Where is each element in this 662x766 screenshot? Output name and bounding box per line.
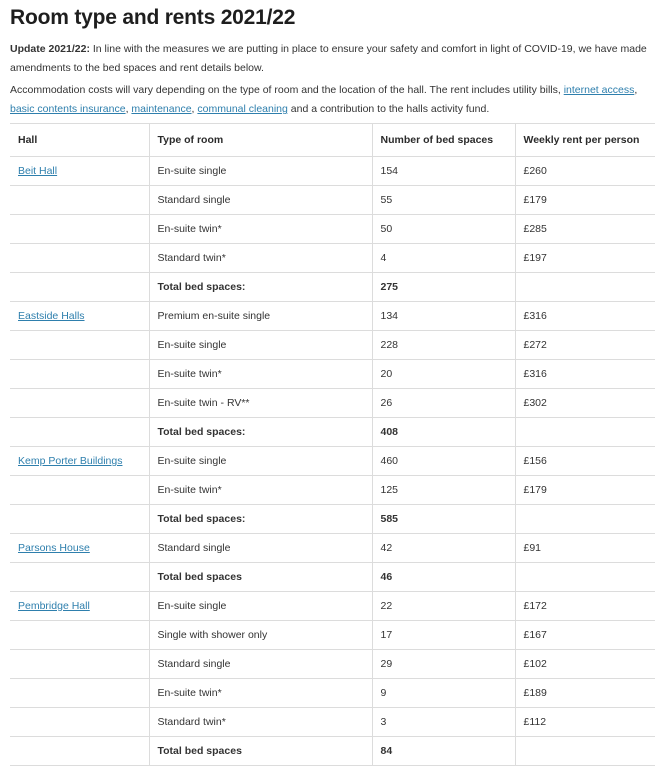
hall-link[interactable]: Beit Hall <box>18 165 58 177</box>
bed-spaces-cell: 408 <box>372 418 515 447</box>
weekly-rent-cell: £316 <box>515 360 655 389</box>
weekly-rent-cell: £179 <box>515 476 655 505</box>
room-type-cell: Total bed spaces: <box>149 505 372 534</box>
table-row <box>10 737 655 766</box>
hall-cell <box>10 360 149 389</box>
bed-spaces-cell: 154 <box>372 157 515 186</box>
communal-cleaning-link[interactable]: communal cleaning <box>197 103 288 115</box>
room-type-cell: Single with shower only <box>149 621 372 650</box>
table-row <box>10 621 655 650</box>
hall-cell <box>10 186 149 215</box>
hall-cell <box>10 273 149 302</box>
weekly-rent-cell: £91 <box>515 534 655 563</box>
page-title: Room type and rents 2021/22 <box>10 6 296 29</box>
hall-cell <box>10 737 149 766</box>
room-type-cell: Total bed spaces <box>149 563 372 592</box>
room-type-cell: En-suite twin* <box>149 215 372 244</box>
weekly-rent-cell <box>515 563 655 592</box>
hall-cell <box>10 157 149 186</box>
maintenance-link[interactable]: maintenance <box>131 103 192 115</box>
hall-cell <box>10 650 149 679</box>
bed-spaces-cell: 17 <box>372 621 515 650</box>
room-type-cell: En-suite twin* <box>149 679 372 708</box>
bed-spaces-cell: 50 <box>372 215 515 244</box>
weekly-rent-cell: £167 <box>515 621 655 650</box>
table-row <box>10 447 655 476</box>
separator-1: , <box>634 84 638 96</box>
separator-3: , <box>191 103 198 115</box>
weekly-rent-cell: £179 <box>515 186 655 215</box>
column-header-bed-spaces: Number of bed spaces <box>372 124 515 157</box>
room-type-cell: En-suite single <box>149 592 372 621</box>
weekly-rent-cell: £302 <box>515 389 655 418</box>
hall-cell <box>10 389 149 418</box>
room-type-cell: Standard single <box>149 534 372 563</box>
bed-spaces-cell: 84 <box>372 737 515 766</box>
description-paragraph <box>10 81 655 119</box>
bed-spaces-cell: 228 <box>372 331 515 360</box>
weekly-rent-cell <box>515 418 655 447</box>
description-text-2: and a contribution to the halls activity fund. <box>287 103 490 115</box>
table-row <box>10 331 655 360</box>
bed-spaces-cell: 4 <box>372 244 515 273</box>
weekly-rent-cell: £112 <box>515 708 655 737</box>
room-type-cell: Standard twin* <box>149 708 372 737</box>
table-row <box>10 505 655 534</box>
room-type-cell: En-suite twin* <box>149 360 372 389</box>
room-type-cell: Standard single <box>149 650 372 679</box>
hall-link[interactable]: Parsons House <box>18 542 90 554</box>
bed-spaces-cell: 29 <box>372 650 515 679</box>
weekly-rent-cell: £156 <box>515 447 655 476</box>
room-type-cell: Total bed spaces <box>149 737 372 766</box>
hall-cell <box>10 505 149 534</box>
hall-cell <box>10 215 149 244</box>
weekly-rent-cell <box>515 505 655 534</box>
room-type-cell: En-suite single <box>149 447 372 476</box>
hall-link[interactable]: Pembridge Hall <box>18 600 90 612</box>
table-row <box>10 157 655 186</box>
weekly-rent-cell <box>515 273 655 302</box>
weekly-rent-cell <box>515 737 655 766</box>
table-row <box>10 302 655 331</box>
table-row <box>10 679 655 708</box>
hall-cell <box>10 592 149 621</box>
bed-spaces-cell: 42 <box>372 534 515 563</box>
weekly-rent-cell: £172 <box>515 592 655 621</box>
room-type-cell: Standard twin* <box>149 244 372 273</box>
table-row <box>10 273 655 302</box>
room-type-cell: Total bed spaces: <box>149 273 372 302</box>
room-type-cell: Standard single <box>149 186 372 215</box>
bed-spaces-cell: 20 <box>372 360 515 389</box>
weekly-rent-cell: £102 <box>515 650 655 679</box>
update-label: Update 2021/22: <box>10 43 90 55</box>
hall-cell <box>10 679 149 708</box>
weekly-rent-cell: £260 <box>515 157 655 186</box>
hall-cell <box>10 563 149 592</box>
table-row <box>10 650 655 679</box>
table-row <box>10 563 655 592</box>
column-header-hall: Hall <box>10 124 149 157</box>
room-type-cell: Total bed spaces: <box>149 418 372 447</box>
hall-cell <box>10 534 149 563</box>
rents-table-body <box>10 157 655 766</box>
bed-spaces-cell: 125 <box>372 476 515 505</box>
table-row <box>10 186 655 215</box>
table-row <box>10 708 655 737</box>
table-row <box>10 215 655 244</box>
bed-spaces-cell: 26 <box>372 389 515 418</box>
table-row <box>10 418 655 447</box>
weekly-rent-cell: £197 <box>515 244 655 273</box>
description-text-1: Accommodation costs will vary depending on the type of room and the location of the hall. The rent includes utility bills, <box>10 84 564 96</box>
room-type-cell: En-suite twin* <box>149 476 372 505</box>
bed-spaces-cell: 9 <box>372 679 515 708</box>
bed-spaces-cell: 46 <box>372 563 515 592</box>
weekly-rent-cell: £272 <box>515 331 655 360</box>
room-type-cell: En-suite single <box>149 331 372 360</box>
basic-contents-insurance-link[interactable]: basic contents insurance <box>10 103 126 115</box>
separator-2: , <box>125 103 132 115</box>
hall-cell <box>10 331 149 360</box>
room-type-cell: En-suite single <box>149 157 372 186</box>
table-row <box>10 244 655 273</box>
weekly-rent-cell: £285 <box>515 215 655 244</box>
hall-cell <box>10 418 149 447</box>
table-row <box>10 592 655 621</box>
table-row <box>10 389 655 418</box>
table-row <box>10 360 655 389</box>
bed-spaces-cell: 134 <box>372 302 515 331</box>
bed-spaces-cell: 275 <box>372 273 515 302</box>
bed-spaces-cell: 22 <box>372 592 515 621</box>
column-header-weekly-rent: Weekly rent per person <box>515 124 655 157</box>
hall-cell <box>10 302 149 331</box>
bed-spaces-cell: 460 <box>372 447 515 476</box>
update-paragraph <box>10 40 655 78</box>
table-header-row <box>10 124 655 157</box>
weekly-rent-cell: £189 <box>515 679 655 708</box>
column-header-room-type: Type of room <box>149 124 372 157</box>
hall-link[interactable]: Eastside Halls <box>18 310 85 322</box>
hall-cell <box>10 476 149 505</box>
hall-cell <box>10 621 149 650</box>
hall-cell <box>10 244 149 273</box>
bed-spaces-cell: 55 <box>372 186 515 215</box>
internet-access-link[interactable]: internet access <box>563 84 635 96</box>
update-text: In line with the measures we are putting in place to ensure your safety and comfort in light of COVID-19, we have made amendments to the bed spaces and rent details below. <box>10 43 647 74</box>
weekly-rent-cell: £316 <box>515 302 655 331</box>
hall-cell <box>10 447 149 476</box>
rents-table-head <box>10 124 655 157</box>
table-row <box>10 534 655 563</box>
bed-spaces-cell: 3 <box>372 708 515 737</box>
hall-cell <box>10 708 149 737</box>
hall-link[interactable]: Kemp Porter Buildings <box>18 455 123 467</box>
table-row <box>10 476 655 505</box>
room-type-cell: Premium en-suite single <box>149 302 372 331</box>
rents-table <box>10 123 655 766</box>
bed-spaces-cell: 585 <box>372 505 515 534</box>
room-type-cell: En-suite twin - RV** <box>149 389 372 418</box>
